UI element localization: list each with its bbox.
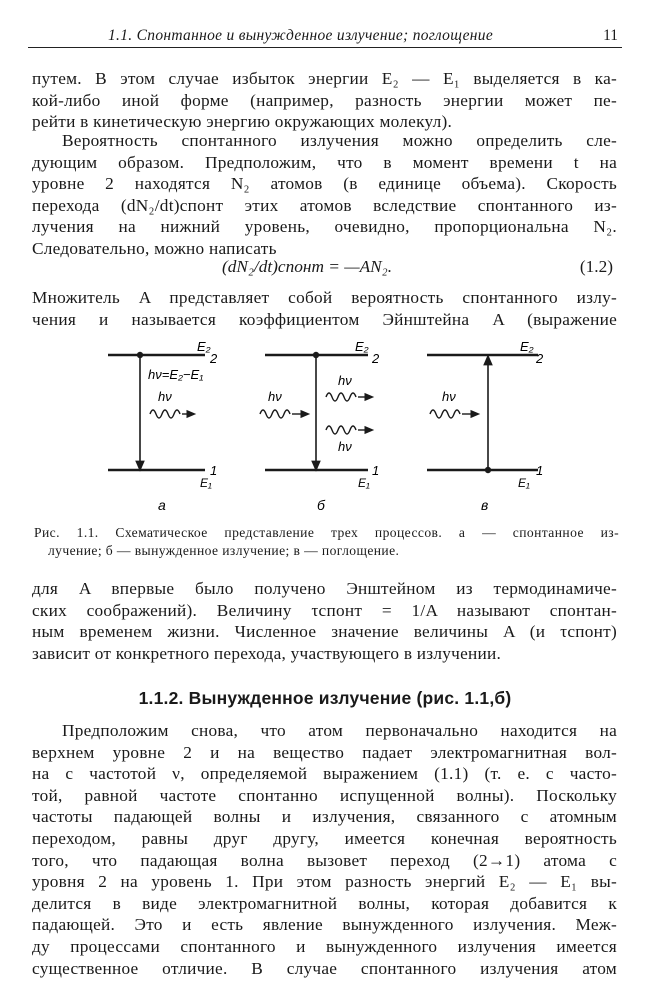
level-lower-label: E₁	[358, 476, 370, 490]
page-number: 11	[603, 27, 618, 44]
text-line: Множитель A представляет собой вероятность спонтанного излу-	[32, 288, 617, 307]
photon-label: hν	[158, 389, 172, 404]
text-line: ным временем жизни. Численное значение величины A (и τспонт)	[32, 622, 617, 642]
text-line: частоты падающей волны и излучения, связанного с атомным	[32, 807, 617, 827]
paragraph-4	[32, 578, 617, 664]
level-upper-label: E₂	[520, 339, 534, 354]
text-line: ду процессами спонтанного и вынужденного излучения имеется	[32, 936, 617, 956]
text-line: переходом, равны друг другу, имеется конечная вероятность	[32, 828, 617, 848]
photon-label: hν	[338, 439, 352, 454]
text-line: той, равной частоте спонтанно испущенной волны). Поскольку	[32, 785, 617, 805]
panel-b	[260, 339, 380, 513]
photon-label: hν	[442, 389, 456, 404]
text-line: путем. В этом случае избыток энергии E₂ — E₁ выделяется в ка-	[32, 69, 617, 88]
upper-level-index: 2	[210, 351, 218, 366]
text-line: зависит от конкретного перехода, участвующего в излучении.	[32, 643, 502, 663]
panel-label-c: в	[481, 497, 489, 513]
text-line: существенное отличие. В случае спонтанного излучения атом	[32, 958, 617, 978]
text-line: перехода (dN₂/dt)спонт этих атомов вследствие спонтанного из-	[32, 195, 617, 215]
equation-1-2	[32, 255, 617, 279]
lower-level-index: 1	[372, 463, 380, 478]
level-upper-label: E₂	[197, 339, 211, 354]
text-line: для A впервые было получено Энштейном из термодинамиче-	[32, 579, 617, 598]
text-line: лучения на нижний уровень, очевидно, пропорциональна N₂.	[32, 217, 617, 237]
level-lower-label: E₁	[200, 476, 212, 490]
paragraph-2	[32, 130, 617, 260]
paragraph-5	[32, 720, 617, 979]
upper-level-index: 2	[536, 351, 544, 366]
text-line: уровне 2 находятся N₂ атомов (в единице объема). Скорость	[32, 174, 617, 194]
running-header	[28, 27, 622, 48]
level-upper-label: E₂	[355, 339, 369, 354]
text-line: на с частотой ν, определяемой выражением (1.1) (т. е. с часто-	[32, 764, 617, 784]
paragraph-3	[32, 287, 617, 330]
text-line: Вероятность спонтанного излучения можно определить сле-	[62, 131, 617, 150]
figure-energy-levels	[100, 335, 560, 520]
caption-line: лучение; б — вынужденное излучение; в — поглощение.	[48, 542, 400, 558]
panel-a	[108, 339, 218, 513]
level-lower-label: E₁	[518, 476, 530, 490]
energy-relation-label: hν=E₂−E₁	[148, 367, 204, 382]
text-line: Предположим снова, что атом первоначально находится на	[62, 721, 617, 740]
paragraph-1	[32, 68, 617, 133]
lower-level-index: 1	[210, 463, 218, 478]
caption-line: Рис. 1.1. Схематическое представление трех процессов. а — спонтанное из-	[34, 525, 619, 540]
panel-c	[427, 339, 544, 513]
upper-level-index: 2	[372, 351, 380, 366]
text-line: падающей. Это и есть явление вынужденного излучения. Меж-	[32, 915, 617, 935]
photon-label: hν	[268, 389, 282, 404]
photon-label: hν	[338, 373, 352, 388]
text-line: делится в виде электромагнитной волны, которая добавится к	[32, 893, 617, 913]
text-line: ских соображений). Величину τспонт = 1/A называют спонтан-	[32, 600, 617, 620]
text-line: кой-либо иной форме (например, разность энергии может пе-	[32, 90, 617, 110]
panel-label-a: а	[158, 497, 166, 513]
text-line: верхнем уровне 2 и на вещество падает электромагнитная вол-	[32, 742, 617, 762]
text-line: чения и называется коэффициентом Эйнштейна A (выражение	[32, 309, 617, 329]
text-line: уровня 2 на уровень 1. При этом разность энергий E₂ — E₁ вы-	[32, 872, 617, 892]
lower-level-index: 1	[536, 463, 544, 478]
equation-body: (dN₂/dt)спонт = —AN₂.	[222, 257, 393, 276]
section-heading: 1.1.2. Вынужденное излучение (рис. 1.1,б)	[138, 688, 512, 708]
text-line: Следовательно, можно написать	[32, 238, 277, 258]
panel-label-b: б	[317, 497, 325, 513]
running-header-title: 1.1. Спонтанное и вынужденное излучение; поглощение	[108, 27, 494, 44]
equation-number: (1.2)	[579, 257, 613, 276]
text-line: того, что падающая волна вызовет переход (2→1) атома с	[32, 850, 617, 870]
figure-caption	[34, 524, 619, 559]
text-line: рейти в кинетическую энергию окружающих молекул).	[32, 112, 453, 132]
text-line: дующим образом. Предположим, что в момент времени t на	[32, 152, 617, 172]
